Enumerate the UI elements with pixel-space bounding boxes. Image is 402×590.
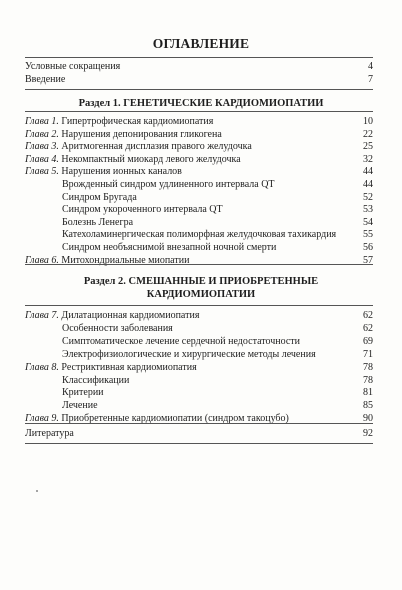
toc-entry[interactable] xyxy=(25,165,373,178)
page-number: 78 xyxy=(363,374,373,386)
toc-entry-title: Синдром Бругада xyxy=(62,191,137,203)
toc-entry-title: Приобретенные кардиомиопатии (синдром такоцубо) xyxy=(61,413,289,425)
page-number: 10 xyxy=(363,116,373,127)
page-speck xyxy=(36,490,38,492)
toc-entry-lead xyxy=(25,129,222,140)
toc-entry[interactable] xyxy=(25,399,373,412)
toc-entry-lead xyxy=(25,166,182,177)
toc-entry[interactable] xyxy=(25,140,373,153)
toc-entry-title: Лечение xyxy=(62,400,98,412)
divider-line xyxy=(25,305,373,306)
divider-line xyxy=(25,111,373,112)
toc-entry-title: Врожденный синдром удлиненного интервала QT xyxy=(62,179,275,190)
divider-line xyxy=(25,89,373,90)
toc-entry-lead xyxy=(25,141,252,152)
section-heading: Раздел 2. СМЕШАННЫЕ И ПРИОБРЕТЕННЫЕ xyxy=(83,276,319,287)
page-number: 44 xyxy=(363,166,373,178)
page-number: 92 xyxy=(363,428,373,439)
page-number: 53 xyxy=(363,204,373,216)
chapter-label: Глава 4. xyxy=(25,153,59,165)
toc-entry-lead xyxy=(25,387,104,398)
section-heading: КАРДИОМИОПАТИИ xyxy=(146,289,256,300)
toc-entry-title: Гипертрофическая кардиомиопатия xyxy=(61,116,214,127)
toc-entry[interactable] xyxy=(25,60,373,73)
toc-entry-lead xyxy=(25,204,223,215)
toc-entry-title: Болезнь Ленегра xyxy=(62,216,134,228)
toc-entry-lead xyxy=(25,400,98,411)
toc-entry[interactable] xyxy=(25,335,373,348)
toc-entry-lead xyxy=(25,428,74,439)
divider-line xyxy=(25,423,373,424)
page-number: 54 xyxy=(363,216,373,228)
toc-entry-title: Критерии xyxy=(62,387,104,399)
chapter-label: Глава 9. xyxy=(25,413,59,425)
toc-entry-title: Дилатационная кардиомиопатия xyxy=(61,310,200,321)
page-number: 57 xyxy=(363,254,373,266)
chapter-label: Глава 3. xyxy=(25,141,59,153)
toc-entry-lead xyxy=(25,323,173,334)
page-number: 32 xyxy=(363,153,373,165)
toc-entry-title: Нарушения ионных каналов xyxy=(61,166,182,178)
toc-entry-lead xyxy=(25,192,137,203)
page-number: 81 xyxy=(363,387,373,399)
toc-entry-title: Катехоламинергическая полиморфная желудочковая тахикардия xyxy=(62,229,337,241)
toc-entry[interactable] xyxy=(25,361,373,374)
page-number: 71 xyxy=(363,348,373,360)
page-number: 7 xyxy=(368,74,373,85)
toc-entry-title: Синдром укороченного интервала QT xyxy=(62,204,223,216)
toc-entry-lead xyxy=(25,310,199,321)
section-heading: Раздел 1. ГЕНЕТИЧЕСКИЕ КАРДИОМИОПАТИИ xyxy=(78,98,324,109)
toc-entry[interactable] xyxy=(25,128,373,141)
divider-line xyxy=(25,264,373,265)
toc-entry[interactable] xyxy=(25,216,373,229)
toc-entry-lead xyxy=(25,61,120,72)
page-number: 56 xyxy=(363,242,373,253)
toc-entry[interactable] xyxy=(25,153,373,166)
toc-entry-title: Рестриктивная кардиомиопатия xyxy=(61,361,197,373)
page-number: 62 xyxy=(363,322,373,334)
toc-entry[interactable] xyxy=(25,322,373,335)
toc-entry-lead xyxy=(25,229,336,240)
toc-entry[interactable] xyxy=(25,73,373,86)
page-number: 62 xyxy=(363,310,373,321)
page-number: 69 xyxy=(363,335,373,347)
chapter-label: Глава 8. xyxy=(25,361,59,373)
toc-entry-lead xyxy=(25,154,241,165)
page-number: 85 xyxy=(363,400,373,412)
toc-entry-title: Условные сокращения xyxy=(25,61,121,72)
toc-entry[interactable] xyxy=(25,115,373,128)
chapter-label: Глава 2. xyxy=(25,128,59,140)
toc-entry-lead xyxy=(25,179,275,190)
toc-entry-lead xyxy=(25,74,65,85)
chapter-label: Глава 5. xyxy=(25,166,59,178)
page-number: 90 xyxy=(363,413,373,425)
toc-entry[interactable] xyxy=(25,427,373,440)
toc-entry-title: Аритмогенная дисплазия правого желудочка xyxy=(61,141,252,153)
chapter-label: Глава 1. xyxy=(25,116,59,127)
divider-line xyxy=(25,443,373,444)
toc-entry-lead xyxy=(25,375,129,386)
toc-entry-lead xyxy=(25,242,276,253)
toc-entry-title: Синдром необъяснимой внезапной ночной смерти xyxy=(62,242,277,253)
page-number: 25 xyxy=(363,141,373,153)
toc-entry-title: Симптоматическое лечение сердечной недостаточности xyxy=(62,335,301,347)
toc-entry[interactable] xyxy=(25,309,373,322)
toc-entry-title: Нарушения депонирования гликогена xyxy=(61,128,222,140)
toc-entry[interactable] xyxy=(25,374,373,387)
toc-entry-title: Особенности заболевания xyxy=(62,322,173,334)
toc-entry[interactable] xyxy=(25,241,373,254)
toc-entry[interactable] xyxy=(25,178,373,191)
toc-entry-title: Классификации xyxy=(62,374,130,386)
toc-entry-title: Некомпактный миокард левого желудочка xyxy=(61,153,241,165)
toc-entry[interactable] xyxy=(25,203,373,216)
toc-entry-lead xyxy=(25,362,197,373)
page-number: 4 xyxy=(368,61,373,72)
toc-entry-lead xyxy=(25,116,213,127)
toc-entry[interactable] xyxy=(25,386,373,399)
toc-entry-title: Электрофизиологические и хирургические методы лечения xyxy=(62,348,316,360)
page-title: ОГЛАВЛЕНИЕ xyxy=(152,36,250,51)
chapter-label: Глава 6. xyxy=(25,254,59,266)
page-number: 52 xyxy=(363,191,373,203)
toc-entry[interactable] xyxy=(25,348,373,361)
page-number: 22 xyxy=(363,128,373,140)
toc-entry[interactable] xyxy=(25,191,373,204)
page-number: 55 xyxy=(363,229,373,241)
page-number: 44 xyxy=(363,179,373,190)
toc-entry-title: Литература xyxy=(25,428,74,439)
toc-entry-lead xyxy=(25,336,300,347)
toc-entry-title: Митохондриальные миопатии xyxy=(61,254,190,266)
toc-entry-lead xyxy=(25,217,133,228)
page-number: 78 xyxy=(363,361,373,373)
divider-line xyxy=(25,57,373,58)
toc-entry-title: Введение xyxy=(25,74,66,85)
chapter-label: Глава 7. xyxy=(25,310,59,321)
toc-entry[interactable] xyxy=(25,228,373,241)
toc-entry-lead xyxy=(25,349,316,360)
